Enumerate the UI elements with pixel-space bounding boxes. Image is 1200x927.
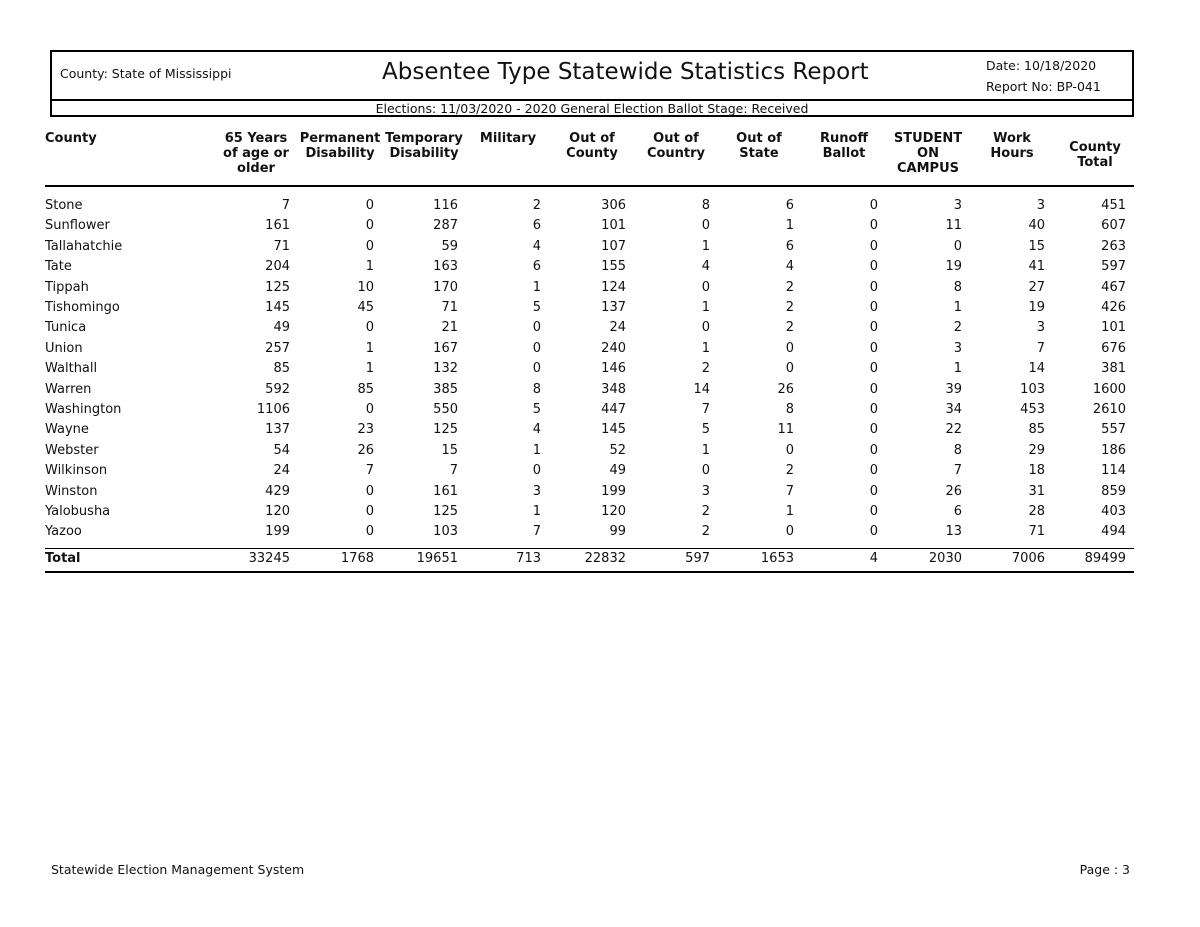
cell-temporary-disability: 7: [449, 463, 458, 478]
county-name: Walthall: [45, 361, 98, 376]
cell-student-on-campus: 1: [953, 300, 962, 315]
cell-runoff-ballot: 0: [869, 504, 878, 519]
cell-out-of-country: 1: [701, 300, 710, 315]
county-name: Wayne: [45, 422, 89, 437]
report-date: Date: 10/18/2020: [986, 58, 1097, 73]
column-header-temporary-disability: Temporary Disability: [385, 131, 463, 161]
cell-runoff-ballot: 0: [869, 280, 878, 295]
cell-work-hours: 7006: [1011, 551, 1045, 566]
cell-county-total: 451: [1101, 198, 1126, 213]
table-row: [0, 298, 1200, 318]
county-name: Yazoo: [45, 524, 82, 539]
cell-runoff-ballot: 0: [869, 382, 878, 397]
cell-military: 1: [532, 443, 541, 458]
cell-out-of-country: 1: [701, 341, 710, 356]
column-header-out-of-county: Out of County: [566, 131, 618, 161]
cell-out-of-country: 1: [701, 443, 710, 458]
cell-temporary-disability: 125: [433, 422, 458, 437]
cell-county-total: 676: [1101, 341, 1126, 356]
cell-county-total: 186: [1101, 443, 1126, 458]
county-name: Yalobusha: [45, 504, 111, 519]
cell-runoff-ballot: 0: [869, 341, 878, 356]
cell-permanent-disability: 1: [365, 259, 374, 274]
table-row: [0, 237, 1200, 257]
cell-military: 0: [532, 361, 541, 376]
cell-student-on-campus: 3: [953, 198, 962, 213]
cell-military: 6: [532, 218, 541, 233]
cell-student-on-campus: 2030: [928, 551, 962, 566]
cell-student-on-campus: 0: [953, 239, 962, 254]
cell-military: 0: [532, 341, 541, 356]
total-row: [0, 549, 1200, 569]
column-header-runoff-ballot: Runoff Ballot: [820, 131, 868, 161]
cell-military: 5: [532, 402, 541, 417]
cell-runoff-ballot: 0: [869, 239, 878, 254]
cell-65-years: 592: [265, 382, 290, 397]
cell-permanent-disability: 0: [365, 239, 374, 254]
cell-out-of-county: 240: [601, 341, 626, 356]
county-name: Stone: [45, 198, 83, 213]
cell-temporary-disability: 170: [433, 280, 458, 295]
cell-out-of-state: 11: [777, 422, 794, 437]
cell-out-of-county: 146: [601, 361, 626, 376]
cell-work-hours: 14: [1028, 361, 1045, 376]
column-header-out-of-country: Out of Country: [646, 131, 706, 161]
cell-out-of-country: 0: [701, 320, 710, 335]
column-header-work-hours: Work Hours: [990, 131, 1034, 161]
county-name: Tishomingo: [45, 300, 120, 315]
cell-runoff-ballot: 0: [869, 361, 878, 376]
table-row: [0, 441, 1200, 461]
cell-out-of-country: 2: [701, 504, 710, 519]
table-row: [0, 257, 1200, 277]
cell-work-hours: 103: [1020, 382, 1045, 397]
cell-military: 1: [532, 504, 541, 519]
table-row: [0, 278, 1200, 298]
cell-county-total: 2610: [1092, 402, 1126, 417]
cell-65-years: 120: [265, 504, 290, 519]
table-row: [0, 318, 1200, 338]
cell-out-of-county: 22832: [584, 551, 626, 566]
cell-county-total: 403: [1101, 504, 1126, 519]
cell-permanent-disability: 10: [357, 280, 374, 295]
cell-permanent-disability: 1: [365, 361, 374, 376]
cell-out-of-country: 7: [701, 402, 710, 417]
cell-county-total: 494: [1101, 524, 1126, 539]
cell-runoff-ballot: 0: [869, 198, 878, 213]
cell-temporary-disability: 167: [433, 341, 458, 356]
cell-out-of-county: 145: [601, 422, 626, 437]
cell-county-total: 557: [1101, 422, 1126, 437]
cell-permanent-disability: 0: [365, 320, 374, 335]
county-name: Tippah: [45, 280, 89, 295]
cell-permanent-disability: 0: [365, 402, 374, 417]
county-name: Tunica: [45, 320, 87, 335]
cell-65-years: 199: [265, 524, 290, 539]
cell-military: 713: [516, 551, 541, 566]
cell-out-of-state: 0: [785, 524, 794, 539]
column-header-county-total: County Total: [1069, 140, 1121, 170]
cell-out-of-state: 0: [785, 443, 794, 458]
cell-out-of-country: 0: [701, 218, 710, 233]
cell-county-total: 467: [1101, 280, 1126, 295]
total-bottom-rule: [45, 571, 1134, 573]
cell-out-of-country: 14: [693, 382, 710, 397]
cell-runoff-ballot: 0: [869, 443, 878, 458]
cell-65-years: 204: [265, 259, 290, 274]
cell-out-of-county: 49: [609, 463, 626, 478]
cell-65-years: 1106: [256, 402, 290, 417]
cell-military: 7: [532, 524, 541, 539]
cell-65-years: 257: [265, 341, 290, 356]
cell-out-of-county: 120: [601, 504, 626, 519]
cell-temporary-disability: 132: [433, 361, 458, 376]
cell-temporary-disability: 103: [433, 524, 458, 539]
cell-work-hours: 29: [1028, 443, 1045, 458]
cell-out-of-country: 5: [701, 422, 710, 437]
cell-temporary-disability: 287: [433, 218, 458, 233]
table-row: [0, 339, 1200, 359]
cell-military: 4: [532, 422, 541, 437]
cell-out-of-state: 1653: [760, 551, 794, 566]
cell-65-years: 125: [265, 280, 290, 295]
cell-out-of-state: 4: [785, 259, 794, 274]
cell-military: 0: [532, 320, 541, 335]
footer-system-name: Statewide Election Management System: [51, 862, 305, 877]
cell-out-of-state: 2: [785, 280, 794, 295]
cell-student-on-campus: 3: [953, 341, 962, 356]
cell-out-of-country: 1: [701, 239, 710, 254]
county-name: Union: [45, 341, 83, 356]
cell-work-hours: 85: [1028, 422, 1045, 437]
cell-student-on-campus: 2: [953, 320, 962, 335]
cell-county-total: 89499: [1084, 551, 1126, 566]
county-name: Webster: [45, 443, 99, 458]
cell-out-of-country: 3: [701, 484, 710, 499]
cell-out-of-country: 0: [701, 463, 710, 478]
cell-out-of-state: 0: [785, 361, 794, 376]
cell-out-of-county: 124: [601, 280, 626, 295]
cell-65-years: 54: [273, 443, 290, 458]
county-name: Washington: [45, 402, 122, 417]
cell-military: 1: [532, 280, 541, 295]
cell-65-years: 7: [281, 198, 290, 213]
cell-temporary-disability: 163: [433, 259, 458, 274]
cell-out-of-county: 52: [609, 443, 626, 458]
cell-military: 0: [532, 463, 541, 478]
cell-permanent-disability: 0: [365, 524, 374, 539]
cell-military: 6: [532, 259, 541, 274]
cell-runoff-ballot: 4: [869, 551, 878, 566]
table-row: [0, 216, 1200, 236]
cell-out-of-state: 1: [785, 218, 794, 233]
cell-military: 2: [532, 198, 541, 213]
header-rule: [45, 185, 1134, 187]
report-title: Absentee Type Statewide Statistics Report: [382, 59, 869, 85]
cell-student-on-campus: 8: [953, 443, 962, 458]
cell-permanent-disability: 7: [365, 463, 374, 478]
column-header-out-of-state: Out of State: [736, 131, 782, 161]
cell-out-of-state: 8: [785, 402, 794, 417]
cell-temporary-disability: 15: [441, 443, 458, 458]
cell-out-of-country: 597: [685, 551, 710, 566]
cell-out-of-county: 348: [601, 382, 626, 397]
cell-work-hours: 15: [1028, 239, 1045, 254]
cell-county-total: 597: [1101, 259, 1126, 274]
county-name: Wilkinson: [45, 463, 108, 478]
cell-military: 3: [532, 484, 541, 499]
cell-out-of-state: 2: [785, 300, 794, 315]
cell-student-on-campus: 39: [945, 382, 962, 397]
cell-work-hours: 71: [1028, 524, 1045, 539]
cell-temporary-disability: 385: [433, 382, 458, 397]
column-header-permanent-disability: Permanent Disability: [299, 131, 381, 161]
county-name: Tallahatchie: [45, 239, 123, 254]
cell-out-of-country: 0: [701, 280, 710, 295]
cell-county-total: 263: [1101, 239, 1126, 254]
cell-permanent-disability: 85: [357, 382, 374, 397]
cell-student-on-campus: 7: [953, 463, 962, 478]
cell-temporary-disability: 161: [433, 484, 458, 499]
cell-work-hours: 3: [1036, 320, 1045, 335]
cell-out-of-county: 99: [609, 524, 626, 539]
cell-permanent-disability: 45: [357, 300, 374, 315]
cell-65-years: 429: [265, 484, 290, 499]
cell-county-total: 426: [1101, 300, 1126, 315]
cell-out-of-state: 6: [785, 198, 794, 213]
table-row: [0, 482, 1200, 502]
cell-student-on-campus: 1: [953, 361, 962, 376]
cell-runoff-ballot: 0: [869, 402, 878, 417]
cell-county-total: 114: [1101, 463, 1126, 478]
cell-permanent-disability: 26: [357, 443, 374, 458]
column-header-student-on-campus: STUDENT ON CAMPUS: [893, 131, 963, 176]
cell-temporary-disability: 21: [441, 320, 458, 335]
cell-65-years: 33245: [248, 551, 290, 566]
cell-work-hours: 18: [1028, 463, 1045, 478]
cell-runoff-ballot: 0: [869, 422, 878, 437]
cell-permanent-disability: 23: [357, 422, 374, 437]
cell-out-of-county: 447: [601, 402, 626, 417]
cell-runoff-ballot: 0: [869, 300, 878, 315]
cell-65-years: 145: [265, 300, 290, 315]
cell-student-on-campus: 13: [945, 524, 962, 539]
cell-student-on-campus: 11: [945, 218, 962, 233]
cell-military: 8: [532, 382, 541, 397]
cell-temporary-disability: 550: [433, 402, 458, 417]
cell-temporary-disability: 59: [441, 239, 458, 254]
cell-military: 5: [532, 300, 541, 315]
table-row: [0, 502, 1200, 522]
cell-65-years: 85: [273, 361, 290, 376]
cell-student-on-campus: 8: [953, 280, 962, 295]
column-header-65-years: 65 Years of age or older: [223, 131, 289, 176]
cell-runoff-ballot: 0: [869, 320, 878, 335]
cell-county-total: 859: [1101, 484, 1126, 499]
county-name: Warren: [45, 382, 92, 397]
cell-county-total: 607: [1101, 218, 1126, 233]
cell-out-of-country: 2: [701, 524, 710, 539]
election-subheader: [52, 99, 1132, 117]
cell-out-of-state: 0: [785, 341, 794, 356]
cell-out-of-country: 8: [701, 198, 710, 213]
cell-county-total: 381: [1101, 361, 1126, 376]
cell-work-hours: 31: [1028, 484, 1045, 499]
county-label: County: State of Mississippi: [60, 66, 232, 81]
cell-out-of-country: 2: [701, 361, 710, 376]
cell-permanent-disability: 0: [365, 218, 374, 233]
report-number: Report No: BP-041: [986, 79, 1101, 94]
table-row: [0, 461, 1200, 481]
cell-runoff-ballot: 0: [869, 524, 878, 539]
cell-out-of-county: 24: [609, 320, 626, 335]
cell-out-of-county: 137: [601, 300, 626, 315]
cell-out-of-county: 155: [601, 259, 626, 274]
cell-work-hours: 19: [1028, 300, 1045, 315]
cell-permanent-disability: 1768: [340, 551, 374, 566]
cell-runoff-ballot: 0: [869, 259, 878, 274]
cell-work-hours: 453: [1020, 402, 1045, 417]
cell-runoff-ballot: 0: [869, 484, 878, 499]
report-header: [50, 50, 1134, 117]
cell-temporary-disability: 116: [433, 198, 458, 213]
table-row: [0, 522, 1200, 542]
column-header-military: Military: [479, 131, 537, 146]
cell-out-of-county: 101: [601, 218, 626, 233]
cell-county-total: 101: [1101, 320, 1126, 335]
column-header-county: County: [45, 131, 97, 146]
cell-out-of-country: 4: [701, 259, 710, 274]
table-row: [0, 196, 1200, 216]
cell-out-of-county: 199: [601, 484, 626, 499]
table-row: [0, 359, 1200, 379]
cell-65-years: 137: [265, 422, 290, 437]
cell-out-of-state: 7: [785, 484, 794, 499]
county-name: Winston: [45, 484, 98, 499]
cell-65-years: 24: [273, 463, 290, 478]
county-name: Sunflower: [45, 218, 110, 233]
cell-out-of-state: 2: [785, 463, 794, 478]
table-row: [0, 420, 1200, 440]
cell-65-years: 161: [265, 218, 290, 233]
cell-temporary-disability: 71: [441, 300, 458, 315]
cell-student-on-campus: 22: [945, 422, 962, 437]
election-line: Elections: 11/03/2020 - 2020 General Election Ballot Stage: Received: [375, 101, 809, 116]
cell-work-hours: 41: [1028, 259, 1045, 274]
cell-work-hours: 27: [1028, 280, 1045, 295]
cell-county-total: 1600: [1092, 382, 1126, 397]
cell-permanent-disability: 0: [365, 198, 374, 213]
total-label: Total: [45, 551, 81, 566]
cell-out-of-county: 306: [601, 198, 626, 213]
cell-student-on-campus: 34: [945, 402, 962, 417]
cell-runoff-ballot: 0: [869, 463, 878, 478]
cell-permanent-disability: 0: [365, 484, 374, 499]
cell-work-hours: 7: [1036, 341, 1045, 356]
cell-out-of-state: 26: [777, 382, 794, 397]
cell-military: 4: [532, 239, 541, 254]
cell-out-of-state: 2: [785, 320, 794, 335]
cell-temporary-disability: 125: [433, 504, 458, 519]
cell-permanent-disability: 1: [365, 341, 374, 356]
cell-student-on-campus: 6: [953, 504, 962, 519]
cell-65-years: 49: [273, 320, 290, 335]
cell-out-of-state: 6: [785, 239, 794, 254]
cell-student-on-campus: 19: [945, 259, 962, 274]
cell-65-years: 71: [273, 239, 290, 254]
table-row: [0, 380, 1200, 400]
cell-work-hours: 28: [1028, 504, 1045, 519]
cell-student-on-campus: 26: [945, 484, 962, 499]
footer-page-number: Page : 3: [1079, 862, 1130, 877]
county-name: Tate: [45, 259, 72, 274]
cell-runoff-ballot: 0: [869, 218, 878, 233]
cell-work-hours: 40: [1028, 218, 1045, 233]
table-row: [0, 400, 1200, 420]
cell-out-of-state: 1: [785, 504, 794, 519]
cell-permanent-disability: 0: [365, 504, 374, 519]
cell-out-of-county: 107: [601, 239, 626, 254]
cell-temporary-disability: 19651: [416, 551, 458, 566]
cell-work-hours: 3: [1036, 198, 1045, 213]
